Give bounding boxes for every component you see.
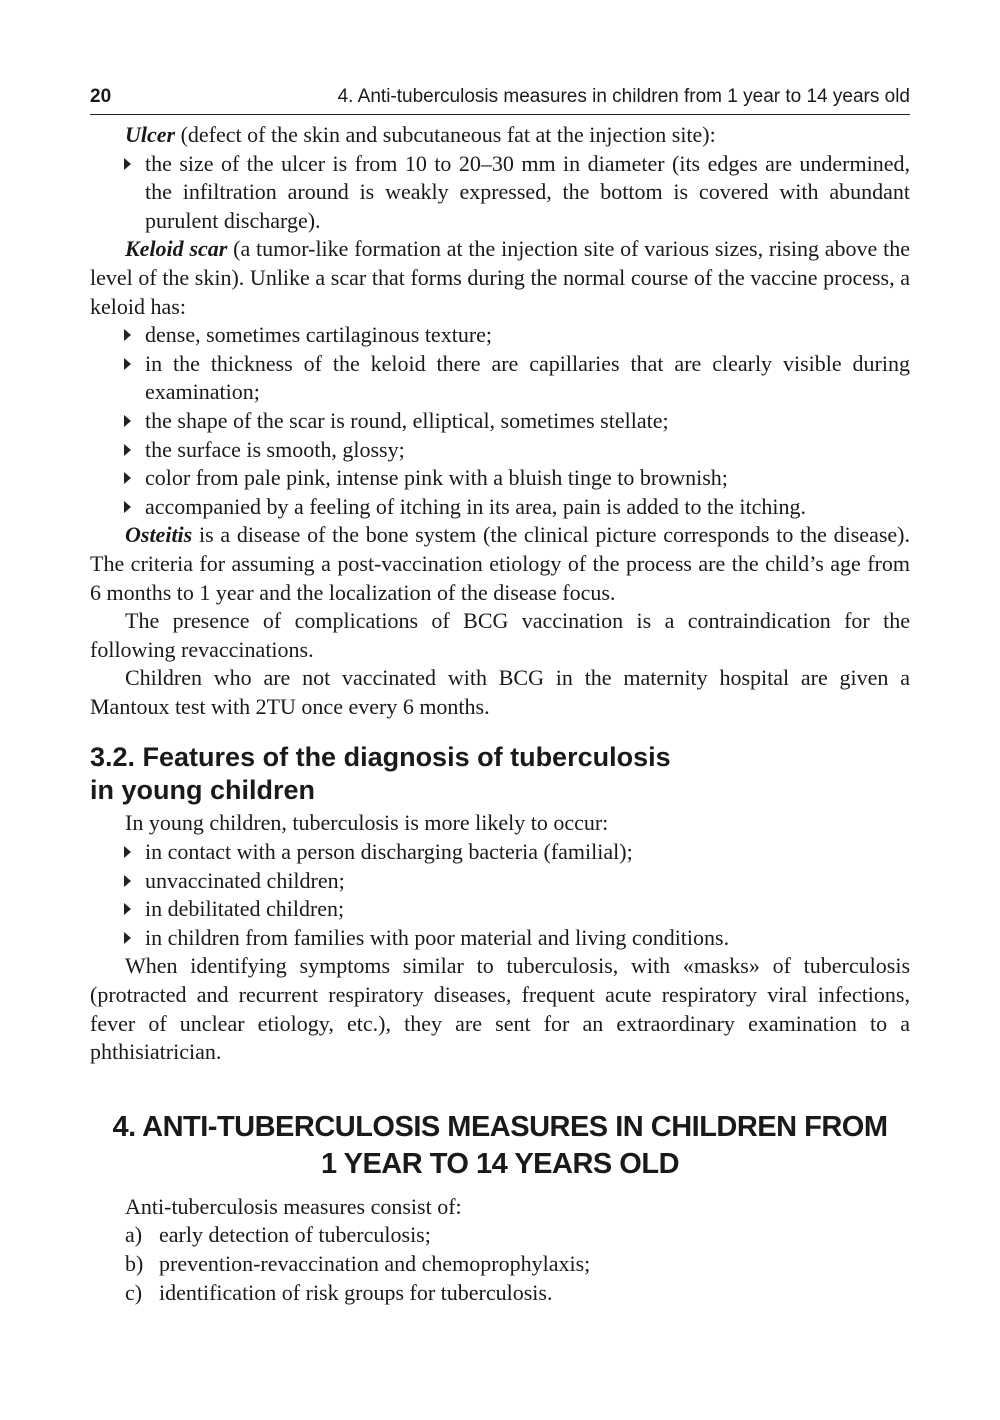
triangle-bullet-icon bbox=[124, 501, 131, 513]
list-item: b) prevention-revaccination and chemoprophylaxis; bbox=[125, 1250, 910, 1279]
section-heading-line: in young children bbox=[90, 775, 316, 806]
list-letter: c) bbox=[125, 1279, 143, 1305]
triangle-bullet-icon bbox=[124, 415, 131, 427]
triangle-bullet-icon bbox=[124, 875, 131, 887]
triangle-bullet-icon bbox=[124, 472, 131, 484]
ulcer-definition: (defect of the skin and subcutaneous fat at the injection site): bbox=[175, 122, 716, 147]
list-item: c) identification of risk groups for tuberculosis. bbox=[125, 1279, 910, 1308]
list-item: the surface is smooth, glossy; bbox=[145, 436, 910, 465]
list-item: color from pale pink, intense pink with a bluish tinge to brownish; bbox=[145, 464, 910, 493]
list-item: in debilitated children; bbox=[145, 895, 910, 924]
complications-paragraph: The presence of complications of BCG vaccination is a contraindication for the following revaccinations. bbox=[90, 608, 910, 662]
keloid-bullet-list bbox=[90, 321, 910, 521]
list-item: the shape of the scar is round, elliptical, sometimes stellate; bbox=[145, 407, 910, 436]
triangle-bullet-icon bbox=[124, 932, 131, 944]
keloid-definition: (a tumor-like formation at the injection site of various sizes, rising above the level of the skin). Unlike a scar that forms during the normal course of the vaccine process, a keloid has: bbox=[90, 236, 910, 319]
list-item: in children from families with poor material and living conditions. bbox=[145, 924, 910, 953]
risk-bullet-list bbox=[90, 838, 910, 952]
list-item: dense, sometimes cartilaginous texture; bbox=[145, 321, 910, 350]
osteitis-term: Osteitis bbox=[125, 522, 193, 548]
masks-paragraph: When identifying symptoms similar to tuberculosis, with «masks» of tuberculosis (protracted and recurrent respiratory diseases, frequent acute respiratory viral infections, fever of unclear etiology, etc.), they are sent for an extraordinary examination to a phthisiatrician. bbox=[90, 953, 910, 1065]
section-heading-3-2 bbox=[90, 741, 910, 807]
chapter-heading-4 bbox=[90, 1109, 910, 1183]
running-header bbox=[90, 84, 910, 115]
ulcer-bullet-list bbox=[90, 150, 910, 236]
page-number: 20 bbox=[90, 86, 112, 107]
section-intro-paragraph: In young children, tuberculosis is more likely to occur: bbox=[125, 810, 609, 836]
triangle-bullet-icon bbox=[124, 444, 131, 456]
keloid-paragraph bbox=[90, 235, 910, 321]
triangle-bullet-icon bbox=[124, 158, 131, 170]
triangle-bullet-icon bbox=[124, 903, 131, 915]
section-heading-line: 3.2. Features of the diagnosis of tuberculosis bbox=[90, 742, 671, 773]
chapter-intro-paragraph: Anti-tuberculosis measures consist of: bbox=[125, 1193, 462, 1219]
list-item: in the thickness of the keloid there are capillaries that are clearly visible during examination; bbox=[145, 350, 910, 407]
ulcer-term: Ulcer bbox=[125, 122, 176, 147]
body-text bbox=[90, 121, 910, 1307]
osteitis-definition: is a disease of the bone system (the clinical picture corresponds to the disease). The criteria for assuming a post-vaccination etiology of the process are the child’s age from 6 months to 1 year and the localization of the disease focus. bbox=[90, 522, 910, 605]
triangle-bullet-icon bbox=[124, 358, 131, 370]
list-letter: a) bbox=[125, 1222, 143, 1248]
list-item: unvaccinated children; bbox=[145, 867, 910, 896]
list-item: in contact with a person discharging bacteria (familial); bbox=[145, 838, 910, 867]
list-item: the size of the ulcer is from 10 to 20–30 mm in diameter (its edges are undermined, the infiltration around is weakly expressed, the bottom is covered with abundant purulent discharge). bbox=[145, 150, 910, 236]
triangle-bullet-icon bbox=[124, 846, 131, 858]
running-chapter-title: 4. Anti-tuberculosis measures in children from 1 year to 14 years old bbox=[337, 86, 910, 107]
osteitis-paragraph bbox=[90, 521, 910, 607]
measures-lettered-list bbox=[90, 1221, 910, 1307]
chapter-heading-line: 1 YEAR TO 14 YEARS OLD bbox=[320, 1147, 680, 1180]
list-item: a) early detection of tuberculosis; bbox=[125, 1221, 910, 1250]
list-item: accompanied by a feeling of itching in its area, pain is added to the itching. bbox=[145, 493, 910, 522]
chapter-heading-line: 4. ANTI-TUBERCULOSIS MEASURES IN CHILDREN FROM bbox=[112, 1110, 888, 1143]
list-letter: b) bbox=[125, 1251, 144, 1276]
document-page bbox=[90, 84, 910, 1307]
triangle-bullet-icon bbox=[124, 329, 131, 341]
ulcer-paragraph bbox=[90, 121, 910, 150]
keloid-term: Keloid scar bbox=[125, 236, 228, 262]
mantoux-paragraph: Children who are not vaccinated with BCG in the maternity hospital are given a Mantoux test with 2TU once every 6 months. bbox=[90, 665, 910, 719]
